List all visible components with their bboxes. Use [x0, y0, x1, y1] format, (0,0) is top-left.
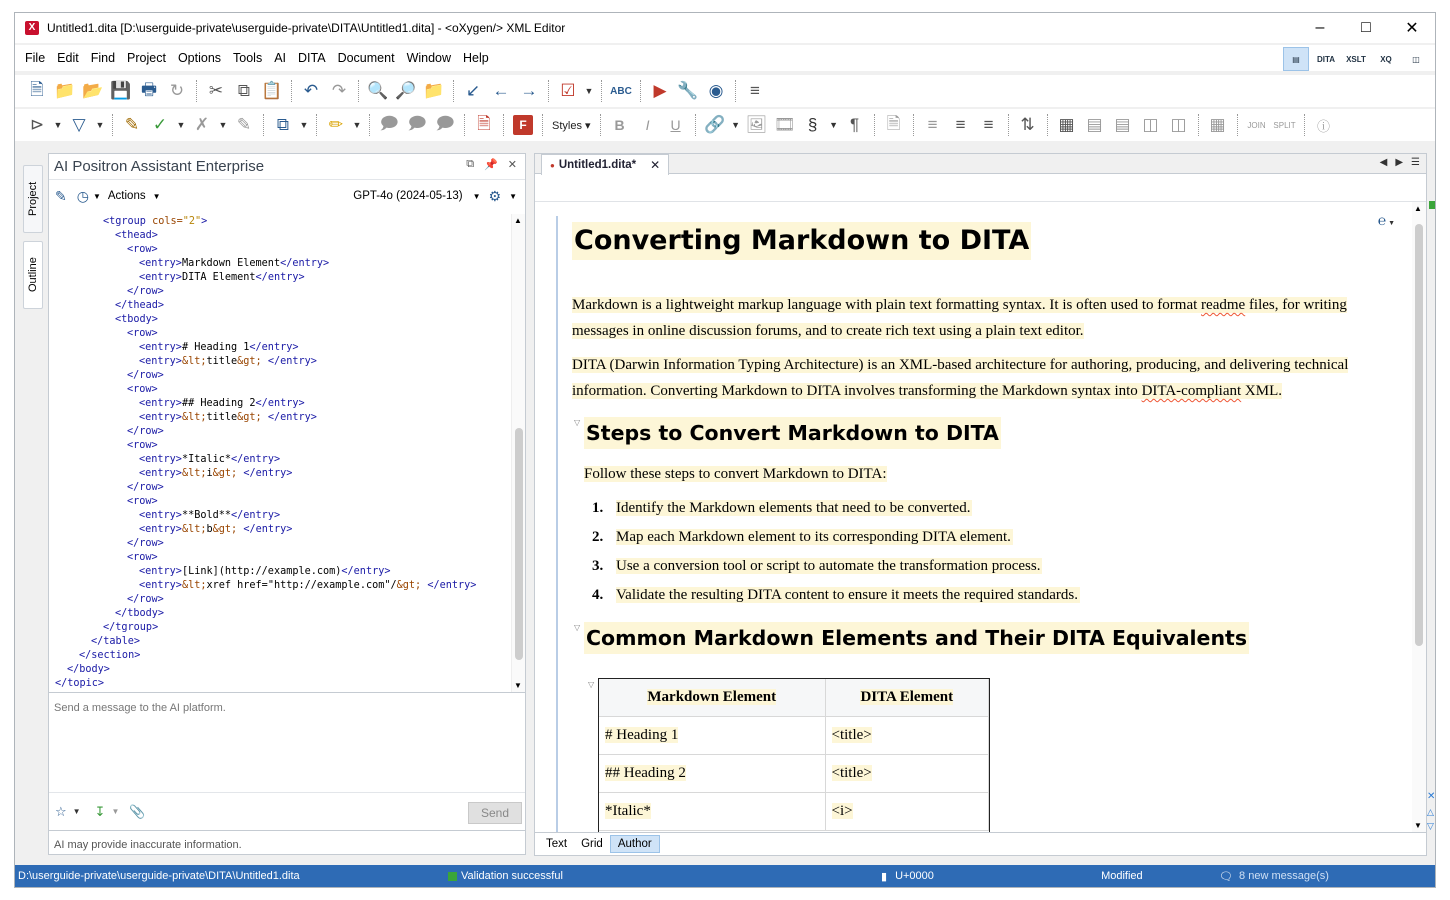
step-number: 2. [592, 529, 604, 545]
back-icon[interactable]: ← [492, 81, 510, 100]
review-icon[interactable]: 🗎 [477, 113, 491, 133]
help-icon[interactable]: ⓘ [1317, 118, 1331, 134]
step-3[interactable] [592, 554, 1042, 578]
step-text: Map each Markdown element to its corresponding DITA element. [616, 529, 1011, 545]
spell-check-icon[interactable]: ABC [610, 85, 632, 97]
accept-dropdown-icon[interactable]: ▼ [176, 120, 186, 130]
topic-title[interactable]: Converting Markdown to DITA [572, 222, 1031, 260]
settings-dropdown-icon[interactable]: ▼ [509, 191, 517, 201]
dita-perspective-button[interactable]: DITA [1316, 54, 1336, 64]
validate-dropdown-icon[interactable]: ▼ [584, 86, 594, 96]
insert-section-icon[interactable]: § [807, 115, 818, 134]
step-4[interactable] [592, 583, 1080, 607]
insert-context-icon[interactable]: ↧ [94, 803, 106, 819]
model-dropdown-icon[interactable]: ▼ [472, 191, 481, 201]
editor-scroll-up-icon[interactable]: ▲ [1414, 204, 1422, 213]
ordered-list-icon[interactable]: ≡ [955, 115, 966, 134]
status-bar [15, 865, 1435, 887]
header-dita: DITA Element [860, 689, 954, 705]
step-text: Validate the resulting DITA content to ensure it meets the required standards. [616, 587, 1078, 603]
menu-edit[interactable]: Edit [57, 51, 79, 65]
markdown-dita-table[interactable] [598, 678, 989, 831]
cell-text: <title> [831, 727, 872, 743]
table-header-cell[interactable] [599, 679, 826, 717]
ai-panel-title: AI Positron Assistant Enterprise [54, 158, 265, 175]
styles-button[interactable]: Styles ▾ [552, 119, 591, 132]
context-dropdown-icon[interactable]: ▼ [111, 807, 120, 816]
ai-scroll-thumb[interactable] [515, 428, 523, 660]
close-highlights-icon[interactable]: ✕ [1427, 791, 1436, 802]
ai-scrollbar[interactable] [511, 214, 525, 692]
table-row [599, 793, 989, 831]
section-2-title[interactable]: Common Markdown Elements and Their DITA Equivalents [584, 622, 1249, 654]
redo-icon[interactable]: ↷ [331, 81, 347, 100]
manage-dropdown-icon[interactable]: ▼ [299, 120, 309, 130]
paste-icon[interactable]: 📋 [261, 81, 283, 100]
insert-row-above-icon[interactable]: ▤ [1114, 115, 1131, 134]
menu-help[interactable]: Help [463, 51, 489, 65]
bold-icon[interactable]: B [614, 117, 625, 133]
messages-count[interactable]: 8 new message(s) [1239, 870, 1329, 882]
table-properties-icon[interactable]: ▦ [1209, 115, 1226, 134]
highlight-dropdown-icon[interactable]: ▼ [352, 120, 362, 130]
table-header-cell[interactable] [825, 679, 988, 717]
send-button[interactable]: Send [468, 802, 522, 824]
window-title: Untitled1.dita [D:\userguide-private\userguide-private\DITA\Untitled1.dita] - <oXygen/> XML Editor [47, 21, 566, 35]
filter-dropdown-icon[interactable]: ▼ [95, 120, 105, 130]
next-highlight-icon[interactable]: ▽ [1427, 821, 1434, 831]
app-window [14, 12, 1436, 888]
project-tab-label: Project [27, 181, 39, 217]
table-row [599, 755, 989, 793]
editor-mode-tabs [535, 832, 1426, 855]
maximize-button[interactable]: □ [1361, 19, 1371, 36]
ai-response-code: <tgroup cols="2"> <thead> <row> <entry>Markdown Element</entry> <entry>DITA Element</entry> </row> </thead> <tbody> <row> <entry># Heading 1</entry> <entry>&lt;title&gt; </entry> </row> <row> <entry>## Heading 2</entry> <entry>&lt;title&gt; </entry> </row> <row> <entry>*Italic*</entry> <entry>&lt;i&gt; </entry> </row> <row> <entry>**Bold**</entry> <entry>&lt;b&gt; </entry> </row> <row> <entry>[Link](http://example.com)</entry> <entry>&lt;xref href="http://example.com"/&gt; </entry> </row> </tbody> </tgroup> </table> </section> </body> </topic> [55, 216, 477, 689]
title-bar [15, 13, 1435, 43]
editor-scroll-down-icon[interactable]: ▼ [1414, 821, 1422, 830]
editor-scrollbar[interactable] [1412, 202, 1426, 832]
new-file-icon[interactable]: 🗎 [30, 79, 44, 99]
insert-xref-icon[interactable]: 🗎 [886, 113, 901, 133]
steps-intro[interactable] [584, 461, 887, 487]
insert-list-icon[interactable]: ≡ [927, 115, 938, 134]
insert-image-icon[interactable]: 🖼 [745, 115, 768, 134]
configure-transformation-icon[interactable]: 🔧 [677, 81, 699, 100]
menu-find[interactable]: Find [90, 51, 116, 65]
italic-icon[interactable]: I [645, 117, 650, 133]
ai-disclaimer: AI may provide inaccurate information. [49, 830, 525, 856]
editor-tabs [535, 154, 1426, 174]
insert-element-icon[interactable]: ⊳ [29, 115, 45, 134]
go-to-last-modification-icon[interactable]: ↙ [465, 81, 481, 100]
editor-scroll-thumb[interactable] [1415, 224, 1423, 646]
history-icon[interactable]: ◷ [76, 187, 89, 204]
encoding-icon: ▮ [881, 870, 888, 883]
editor-perspective-button[interactable]: ▤ [1283, 47, 1309, 71]
track-changes-icon[interactable]: ✎ [124, 115, 140, 134]
database-perspective-button[interactable]: ◫ [1412, 54, 1420, 64]
reload-icon[interactable]: ↻ [169, 81, 185, 100]
table-cell[interactable] [825, 793, 988, 831]
author-mode-tab[interactable]: Author [610, 835, 660, 853]
fold-table-icon[interactable]: ▽ [588, 680, 595, 689]
message-placeholder: Send a message to the AI platform. [54, 702, 226, 714]
table-header-row [599, 679, 989, 717]
edit-mode-icon[interactable]: ℮ ▼ [1377, 214, 1395, 229]
validation-margin [1429, 153, 1436, 856]
validation-status[interactable]: Validation successful [461, 870, 563, 882]
insert-column-after-icon[interactable]: ◫ [1142, 115, 1159, 134]
tab-list-icon[interactable]: ☰ [1411, 157, 1420, 168]
restore-panel-icon[interactable]: ⧉ [466, 158, 475, 170]
step-text: Use a conversion tool or script to automate the transformation process. [616, 558, 1041, 574]
table-cell[interactable] [599, 717, 826, 755]
cell-text: ## Heading 2 [605, 765, 686, 781]
unicode-position: U+0000 [895, 870, 934, 882]
accept-change-icon[interactable]: ✓ [152, 115, 168, 134]
model-selector[interactable]: GPT-4o (2024-05-13) [353, 190, 463, 202]
cell-text: <title> [831, 765, 872, 781]
reject-dropdown-icon[interactable]: ▼ [218, 120, 228, 130]
join-cells-icon[interactable]: JOIN [1247, 120, 1266, 130]
step-text: Identify the Markdown elements that need to be converted. [616, 500, 971, 516]
underline-icon[interactable]: U [670, 117, 681, 133]
insert-paragraph-icon[interactable]: ¶ [849, 115, 860, 134]
xslt-debugger-button[interactable]: XSLT [1346, 54, 1366, 64]
grid-mode-tab[interactable]: Grid [581, 838, 603, 850]
close-tab-icon[interactable]: ✕ [650, 158, 661, 172]
steps-intro-text: Follow these steps to convert Markdown to DITA: [584, 466, 887, 482]
oxygen-logo-icon: X [25, 21, 39, 35]
menu-file[interactable]: File [25, 51, 46, 65]
cut-icon[interactable]: ✂ [208, 81, 224, 100]
step-2[interactable] [592, 525, 1013, 549]
cell-text: <i> [831, 803, 853, 819]
pin-panel-icon[interactable]: 📌 [484, 159, 498, 171]
message-tools [49, 792, 525, 830]
table-cell[interactable] [825, 717, 988, 755]
filter-icon[interactable]: ▽ [72, 115, 86, 134]
menu-ai[interactable]: AI [274, 51, 287, 65]
sort-icon[interactable]: ⇅ [1020, 115, 1035, 134]
add-comment-icon[interactable]: 🗩 [379, 113, 399, 133]
open-folder-icon[interactable]: 📁 [54, 81, 76, 100]
author-document[interactable] [535, 202, 1413, 832]
validate-icon[interactable]: ☑ [560, 81, 576, 100]
breadcrumb [535, 174, 1426, 202]
outline-side-tab[interactable] [23, 241, 43, 309]
xquery-debugger-button[interactable]: XQ [1380, 54, 1392, 64]
print-icon[interactable]: 🖶 [140, 79, 158, 99]
scroll-up-icon[interactable]: ▲ [514, 216, 522, 225]
split-cell-icon[interactable]: SPLIT [1273, 120, 1296, 130]
insert-column-before-icon[interactable]: ◫ [1170, 115, 1187, 134]
manage-changes-icon[interactable]: ⧉ [276, 115, 290, 134]
table-cell[interactable] [599, 793, 826, 831]
editor-tab-label: Untitled1.dita* [558, 159, 637, 171]
perspective-switcher [1283, 47, 1429, 71]
history-dropdown-icon[interactable]: ▼ [92, 191, 101, 201]
table-cell[interactable] [825, 755, 988, 793]
apply-transformation-icon[interactable]: ▶ [653, 81, 667, 100]
save-icon[interactable]: 💾 [110, 81, 132, 100]
main-toolbar [15, 75, 1435, 107]
section-dropdown-icon[interactable]: ▼ [829, 120, 838, 130]
menu-dita[interactable]: DITA [298, 51, 326, 65]
table-cell[interactable] [599, 755, 826, 793]
minimize-button[interactable]: – [1315, 19, 1325, 36]
replace-in-files-icon[interactable]: 📁 [423, 81, 445, 100]
validation-status-icon [448, 872, 457, 881]
tab-left-icon[interactable]: ◀ [1379, 157, 1388, 168]
prev-highlight-icon[interactable]: △ [1427, 807, 1434, 817]
menu-project[interactable]: Project [127, 51, 166, 65]
undo-icon[interactable]: ↶ [303, 81, 319, 100]
edit-comment-icon[interactable]: 🗩 [407, 113, 427, 133]
section-bar [556, 216, 558, 832]
actions-dropdown-icon[interactable]: ▼ [152, 191, 161, 201]
validation-ok-indicator [1429, 201, 1436, 209]
close-panel-icon[interactable]: ✕ [507, 159, 517, 171]
unordered-list-icon[interactable]: ≡ [983, 115, 994, 134]
header-markdown: Markdown Element [647, 689, 777, 705]
text-mode-tab[interactable]: Text [546, 838, 568, 850]
side-tab-strip [15, 153, 47, 865]
scroll-down-icon[interactable]: ▼ [514, 681, 522, 690]
remove-comment-icon[interactable]: 🗩 [435, 113, 455, 133]
step-number: 1. [592, 500, 604, 516]
highlight-icon[interactable]: ✏ [328, 115, 344, 134]
ai-toolbar [49, 180, 525, 212]
message-input[interactable] [49, 692, 525, 792]
debug-transformation-icon[interactable]: ◉ [708, 81, 724, 100]
cell-text: *Italic* [605, 803, 651, 819]
tab-right-icon[interactable]: ▶ [1395, 157, 1404, 168]
ai-panel-controls [466, 158, 517, 171]
find-icon[interactable]: 🔍 [367, 81, 389, 100]
ai-assistant-panel [48, 153, 526, 855]
messages-icon[interactable]: 🗨 [1219, 870, 1234, 883]
misspelled-readme[interactable]: readme [1201, 297, 1246, 313]
link-icon[interactable]: 🔗 [703, 115, 726, 134]
fold-section-1-icon[interactable]: ▽ [574, 418, 581, 427]
status-file-path: D:\userguide-private\userguide-private\DITA\Untitled1.dita [18, 870, 300, 882]
menu-bar [15, 45, 1435, 71]
favorites-star-icon[interactable]: ☆ [55, 803, 67, 819]
link-dropdown-icon[interactable]: ▼ [731, 120, 740, 130]
tab-navigation [1380, 157, 1420, 168]
cell-text: # Heading 1 [605, 727, 679, 743]
paragraph-1[interactable]: Markdown is a lightweight markup language with plain text formatting syntax. It is often used to format readme files, for writing messages in online discussion forums, and to create rich text using a plain text editor. [572, 297, 1347, 339]
project-side-tab[interactable] [23, 165, 43, 233]
new-chat-icon[interactable]: ✎ [55, 187, 67, 204]
editor-tab[interactable] [541, 154, 669, 175]
insert-table-icon[interactable]: ▦ [1058, 115, 1075, 134]
reject-change-icon[interactable]: ✗ [194, 115, 210, 134]
insert-element-dropdown-icon[interactable]: ▼ [53, 120, 63, 130]
ai-panel-header [49, 154, 525, 180]
open-url-icon[interactable]: 📂 [82, 81, 104, 100]
menu-options[interactable]: Options [177, 51, 222, 65]
paragraph-2[interactable]: DITA (Darwin Information Typing Architecture) is an XML-based architecture for authoring, producing, and delivering technical information. Converting Markdown to DITA involves transforming the Markdown syntax into DITA-compliant XML. [572, 357, 1349, 399]
step-number: 3. [592, 558, 604, 574]
framemaker-icon[interactable]: F [513, 115, 533, 135]
insert-media-icon[interactable]: 🎞 [773, 115, 796, 134]
settings-gear-icon[interactable]: ⚙ [488, 187, 502, 204]
forward-icon[interactable]: → [520, 81, 538, 100]
step-1[interactable] [592, 496, 972, 520]
editor-area [534, 153, 1427, 856]
fold-section-2-icon[interactable]: ▽ [574, 623, 581, 632]
menu-document[interactable]: Document [337, 51, 395, 65]
find-in-files-icon[interactable]: 🔎 [395, 81, 417, 100]
close-window-button[interactable]: ✕ [1405, 20, 1419, 37]
attach-paperclip-icon[interactable]: 📎 [129, 803, 146, 819]
menu-window[interactable]: Window [406, 51, 452, 65]
format-indent-icon[interactable]: ≡ [750, 81, 760, 100]
modified-status: Modified [1101, 870, 1143, 882]
table-row [599, 717, 989, 755]
tab-dita-icon: ● [550, 160, 555, 170]
copy-icon[interactable]: ⧉ [237, 81, 251, 100]
actions-button[interactable]: Actions [107, 190, 146, 202]
misspelled-dita-compliant[interactable]: DITA-compliant [1141, 383, 1242, 399]
outline-tab-label: Outline [27, 257, 39, 293]
favorites-dropdown-icon[interactable]: ▼ [72, 807, 81, 816]
author-toolbar [15, 109, 1435, 141]
insert-row-below-icon[interactable]: ▤ [1086, 115, 1103, 134]
menu-tools[interactable]: Tools [233, 51, 263, 65]
step-number: 4. [592, 587, 604, 603]
comment-icon[interactable]: ✎ [236, 115, 252, 134]
section-1-title[interactable]: Steps to Convert Markdown to DITA [584, 417, 1001, 449]
